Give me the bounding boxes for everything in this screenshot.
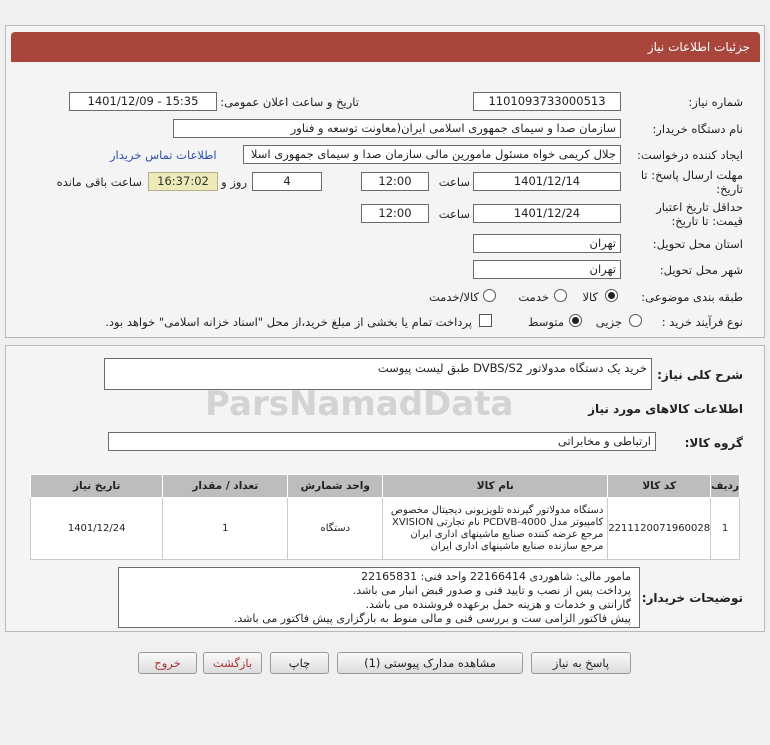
goods-table: [30, 474, 740, 560]
cell-name: دستگاه مدولاتور گیرنده تلویزیونی دیجیتال مخصوص کامپیوتر مدل PCDVB-4000 نام تجارتی XVISION مرجع عرضه کننده صنایع ماشینهای اداری ایران مرجع سازنده صنایع ماشینهای اداری ایران: [383, 498, 608, 560]
category-radio-goods[interactable]: [605, 289, 618, 302]
note-line: پیش فاکتور الزامی ست و بررسی فنی و مالی منوط به بارگزاری پیش فاکتور می باشد.: [233, 612, 631, 625]
buyer-notes-label: توضیحات خریدار:: [641, 591, 743, 605]
need-number-label: شماره نیاز:: [688, 95, 743, 109]
category-radio-goods-service[interactable]: [483, 289, 496, 302]
reply-date-field: 1401/12/14: [473, 172, 621, 191]
col-unit: واحد شمارش: [288, 475, 383, 498]
goods-group-label: گروه کالا:: [684, 436, 743, 450]
back-button[interactable]: بازگشت: [203, 652, 262, 674]
note-line: گارانتی و خدمات و هزینه حمل برعهده فروشنده می باشد.: [365, 598, 631, 611]
province-field: تهران: [473, 234, 621, 253]
days-field: 4: [252, 172, 322, 191]
col-quantity: تعداد / مقدار: [163, 475, 288, 498]
process-radio-minor[interactable]: [629, 314, 642, 327]
reply-time-label: ساعت: [438, 175, 470, 189]
table-header-row: [31, 475, 740, 498]
cell-index: 1: [711, 498, 740, 560]
remaining-time-field: 16:37:02: [148, 172, 218, 191]
buyer-org-field: سازمان صدا و سیمای جمهوری اسلامی ایران(معاونت توسعه و فناور: [173, 119, 621, 138]
validity-label: حداقل تاریخ اعتبار: [656, 200, 743, 214]
col-code: کد کالا: [608, 475, 711, 498]
page-header: [11, 32, 760, 62]
note-line: پرداخت پس از نصب و تایید فنی و صدور قبض انبار می باشد.: [352, 584, 631, 597]
process-option-medium: متوسط: [527, 315, 564, 329]
category-radio-service[interactable]: [554, 289, 567, 302]
category-option-goods: کالا: [582, 290, 598, 304]
category-label: طبقه بندی موضوعی:: [641, 290, 743, 304]
watermark-brand: ParsNamadData: [205, 384, 514, 424]
announce-field: 1401/12/09 - 15:35: [69, 92, 217, 111]
province-label: استان محل تحویل:: [652, 237, 743, 251]
creator-label: ایجاد کننده درخواست:: [637, 148, 743, 162]
buyer-notes-field: [118, 567, 640, 628]
cell-quantity: 1: [163, 498, 288, 560]
city-label: شهر محل تحویل:: [659, 263, 743, 277]
validity-time-field: 12:00: [361, 204, 429, 223]
note-line: مامور مالی: شاهوردی 22166414 واحد فنی: 22165831: [361, 570, 631, 583]
announce-label: تاریخ و ساعت اعلان عمومی:: [220, 95, 359, 109]
reply-time-field: 12:00: [361, 172, 429, 191]
city-field: تهران: [473, 260, 621, 279]
attachments-button[interactable]: مشاهده مدارک پیوستی (1): [337, 652, 523, 674]
col-date: تاریخ نیاز: [31, 475, 163, 498]
validity-time-label: ساعت: [438, 207, 470, 221]
page-title: جزئیات اطلاعات نیاز: [647, 40, 750, 54]
contact-info-link[interactable]: اطلاعات تماس خریدار: [110, 148, 217, 162]
remaining-label: ساعت باقی مانده: [56, 175, 142, 189]
col-index: ردیف: [711, 475, 740, 498]
process-label: نوع فرآیند خرید :: [661, 315, 743, 329]
validity-label-2: قیمت: تا تاریخ:: [671, 214, 743, 228]
creator-field: جلال کریمی خواه مسئول مامورین مالی سازمان صدا و سیمای جمهوری اسلا: [243, 145, 621, 164]
summary-field: خرید یک دستگاه مدولاتور DVBS/S2 طبق لیست پیوست: [104, 358, 652, 390]
treasury-payment-checkbox[interactable]: [479, 314, 492, 327]
goods-group-field: ارتباطی و مخابراتی: [108, 432, 656, 451]
table-row: [31, 498, 740, 560]
process-radio-medium[interactable]: [569, 314, 582, 327]
print-button[interactable]: چاپ: [270, 652, 329, 674]
reply-button[interactable]: پاسخ به نیاز: [531, 652, 631, 674]
goods-info-title: اطلاعات کالاهای مورد نیاز: [588, 402, 743, 416]
need-number-field: 1101093733000513: [473, 92, 621, 111]
validity-date-field: 1401/12/24: [473, 204, 621, 223]
buyer-org-label: نام دستگاه خریدار:: [652, 122, 743, 136]
summary-label: شرح کلی نیاز:: [657, 368, 743, 382]
category-option-service: خدمت: [518, 290, 549, 304]
cell-code: 2211120071960028: [608, 498, 711, 560]
process-option-minor: جزیی: [595, 315, 622, 329]
col-name: نام کالا: [383, 475, 608, 498]
reply-deadline-label: مهلت ارسال پاسخ: تا: [640, 168, 743, 182]
cell-date: 1401/12/24: [31, 498, 163, 560]
category-option-goods-service: کالا/خدمت: [428, 290, 479, 304]
reply-deadline-label-2: تاریخ:: [716, 182, 743, 196]
cell-unit: دستگاه: [288, 498, 383, 560]
exit-button[interactable]: خروج: [138, 652, 197, 674]
treasury-payment-note: پرداخت تمام یا بخشی از مبلغ خرید،از محل "اسناد خزانه اسلامی" خواهد بود.: [105, 315, 472, 329]
days-label: روز و: [221, 175, 247, 189]
